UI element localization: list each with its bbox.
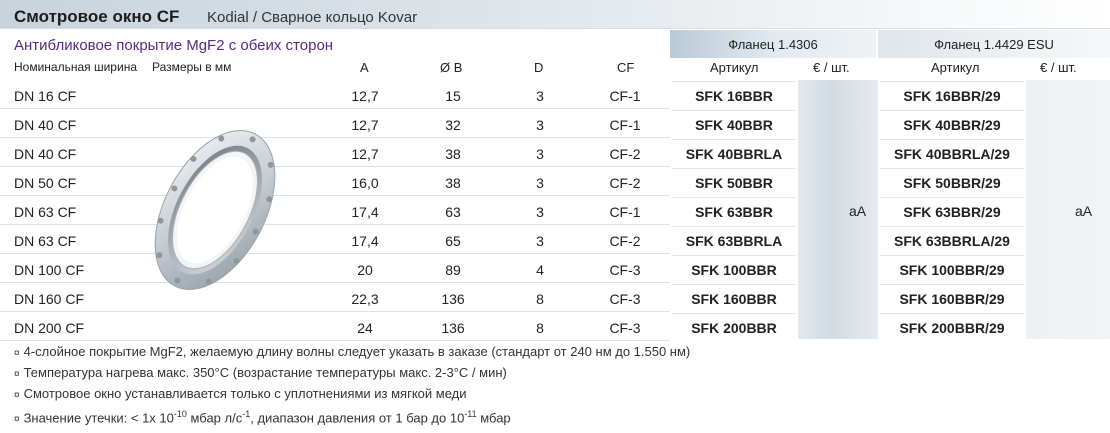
cell-cf: CF-3 [609, 291, 641, 307]
note-4-sup-3: -11 [464, 409, 477, 419]
col-d: D [534, 60, 544, 75]
cell-b: 38 [445, 146, 461, 162]
cell-b: 15 [445, 88, 461, 104]
note-4 [14, 405, 690, 429]
cell-article-1: SFK 160BBR [691, 291, 777, 307]
flange-header-2-label: Фланец 1.4429 ESU [934, 36, 1054, 52]
col-price-2: € / шт. [1040, 60, 1077, 75]
cell-cf: CF-1 [609, 117, 641, 133]
cell-a: 20 [357, 262, 373, 278]
col-b: Ø B [440, 60, 463, 75]
note-3-text: Смотровое окно устанавливается только с уплотнениями из мягкой меди [23, 386, 467, 401]
col-cf: CF [617, 60, 635, 75]
cell-d: 8 [536, 291, 544, 307]
flange-header-2 [878, 30, 1110, 58]
cell-dn: DN 200 CF [14, 320, 85, 336]
price-value-1: aA [849, 203, 867, 219]
row-divider [0, 166, 670, 167]
cell-dn: DN 50 CF [14, 175, 77, 191]
flange-header-1-label: Фланец 1.4306 [728, 36, 818, 52]
cell-article-2: SFK 50BBR/29 [903, 175, 1001, 191]
cell-a: 17,4 [351, 233, 379, 249]
cell-cf: CF-3 [609, 320, 641, 336]
price-value-2: aA [1075, 203, 1093, 219]
cell-d: 8 [536, 320, 544, 336]
cell-cf: CF-3 [609, 262, 641, 278]
cell-article-1: SFK 200BBR [691, 320, 777, 336]
note-bullet: ¤ [14, 348, 20, 359]
coating-subtitle: Антибликовое покрытие MgF2 с обеих сторон [14, 37, 334, 54]
note-bullet: ¤ [14, 369, 20, 380]
note-bullet: ¤ [14, 414, 20, 426]
cell-a: 12,7 [351, 117, 379, 133]
cell-b: 136 [441, 291, 465, 307]
cell-a: 12,7 [351, 88, 379, 104]
cell-cf: CF-1 [609, 88, 641, 104]
flange-ring-image [145, 120, 285, 300]
cell-dn: DN 100 CF [14, 262, 85, 278]
cell-b: 89 [445, 262, 461, 278]
cell-d: 4 [536, 262, 544, 278]
col-dims: Размеры в мм [152, 60, 232, 74]
cell-d: 3 [536, 233, 544, 249]
cell-a: 16,0 [351, 175, 379, 191]
title-bar [0, 0, 1110, 29]
cell-article-2: SFK 100BBR/29 [899, 262, 1005, 278]
cell-cf: CF-2 [609, 175, 641, 191]
cell-b: 38 [445, 175, 461, 191]
cell-article-1: SFK 16BBR [695, 88, 773, 104]
cell-d: 3 [536, 204, 544, 220]
cell-article-1: SFK 50BBR [695, 175, 773, 191]
cell-article-2: SFK 160BBR/29 [899, 291, 1005, 307]
col-article-2: Артикул [931, 60, 980, 75]
cell-a: 24 [357, 320, 373, 336]
row-divider [0, 340, 670, 341]
row-divider [0, 137, 670, 138]
cell-d: 3 [536, 175, 544, 191]
cell-dn: DN 40 CF [14, 146, 77, 162]
cell-article-2: SFK 63BBRLA/29 [894, 233, 1010, 249]
row-divider [0, 311, 670, 312]
cell-dn: DN 63 CF [14, 204, 77, 220]
row-divider [0, 282, 670, 283]
cell-article-1: SFK 100BBR [691, 262, 777, 278]
price-band-2 [1026, 80, 1110, 339]
col-a: A [360, 60, 369, 75]
note-4-sup-1: -10 [173, 409, 187, 419]
cell-article-1: SFK 63BBRLA [685, 233, 783, 249]
row-divider [0, 195, 670, 196]
col-price-1: € / шт. [813, 60, 850, 75]
col-article-1: Артикул [710, 60, 759, 75]
row-divider [0, 108, 670, 109]
page-title: Смотровое окно CF [14, 7, 180, 26]
col-nominal: Номинальная ширина [14, 60, 137, 74]
cell-article-1: SFK 63BBR [695, 204, 773, 220]
cell-article-2: SFK 200BBR/29 [899, 320, 1005, 336]
cell-b: 63 [445, 204, 461, 220]
note-2 [14, 363, 690, 384]
flange-header-1 [670, 30, 876, 58]
cell-d: 3 [536, 117, 544, 133]
cell-b: 65 [445, 233, 461, 249]
page-subtitle: Kodial / Сварное кольцо Kovar [207, 9, 418, 26]
cell-d: 3 [536, 88, 544, 104]
cell-article-2: SFK 16BBR/29 [903, 88, 1001, 104]
cell-dn: DN 160 CF [14, 291, 85, 307]
note-4-text-c: , диапазон давления от 1 бар до 10 [250, 410, 465, 426]
cell-article-2: SFK 40BBR/29 [903, 117, 1001, 133]
note-bullet: ¤ [14, 390, 20, 401]
note-4-sup-2: -1 [242, 409, 251, 419]
cell-dn: DN 40 CF [14, 117, 77, 133]
cell-d: 3 [536, 146, 544, 162]
cell-b: 136 [441, 320, 465, 336]
cell-article-1: SFK 40BBRLA [685, 146, 783, 162]
cell-cf: CF-2 [609, 233, 641, 249]
cell-cf: CF-2 [609, 146, 641, 162]
cell-dn: DN 16 CF [14, 88, 77, 104]
notes [14, 342, 690, 429]
cell-article-2: SFK 40BBRLA/29 [894, 146, 1010, 162]
row-divider [0, 253, 670, 254]
cell-dn: DN 63 CF [14, 233, 77, 249]
cell-a: 17,4 [351, 204, 379, 220]
note-4-text-a: Значение утечки: < 1x 10 [23, 410, 174, 426]
note-4-text-d: мбар [476, 410, 511, 426]
cell-a: 12,7 [351, 146, 379, 162]
note-1-text: 4-слойное покрытие MgF2, желаемую длину волны следует указать в заказе (стандарт от 240 нм до 1.550 нм) [23, 344, 691, 359]
note-1 [14, 342, 690, 363]
cell-b: 32 [445, 117, 461, 133]
note-4-text-b: мбар л/с [186, 410, 243, 426]
note-3 [14, 384, 690, 405]
cell-a: 22,3 [351, 291, 379, 307]
cell-article-1: SFK 40BBR [695, 117, 773, 133]
cell-cf: CF-1 [609, 204, 641, 220]
cell-article-2: SFK 63BBR/29 [903, 204, 1001, 220]
row-divider [0, 224, 670, 225]
note-2-text: Температура нагрева макс. 350°C (возрастание температуры макс. 2-3°C / мин) [23, 365, 507, 380]
